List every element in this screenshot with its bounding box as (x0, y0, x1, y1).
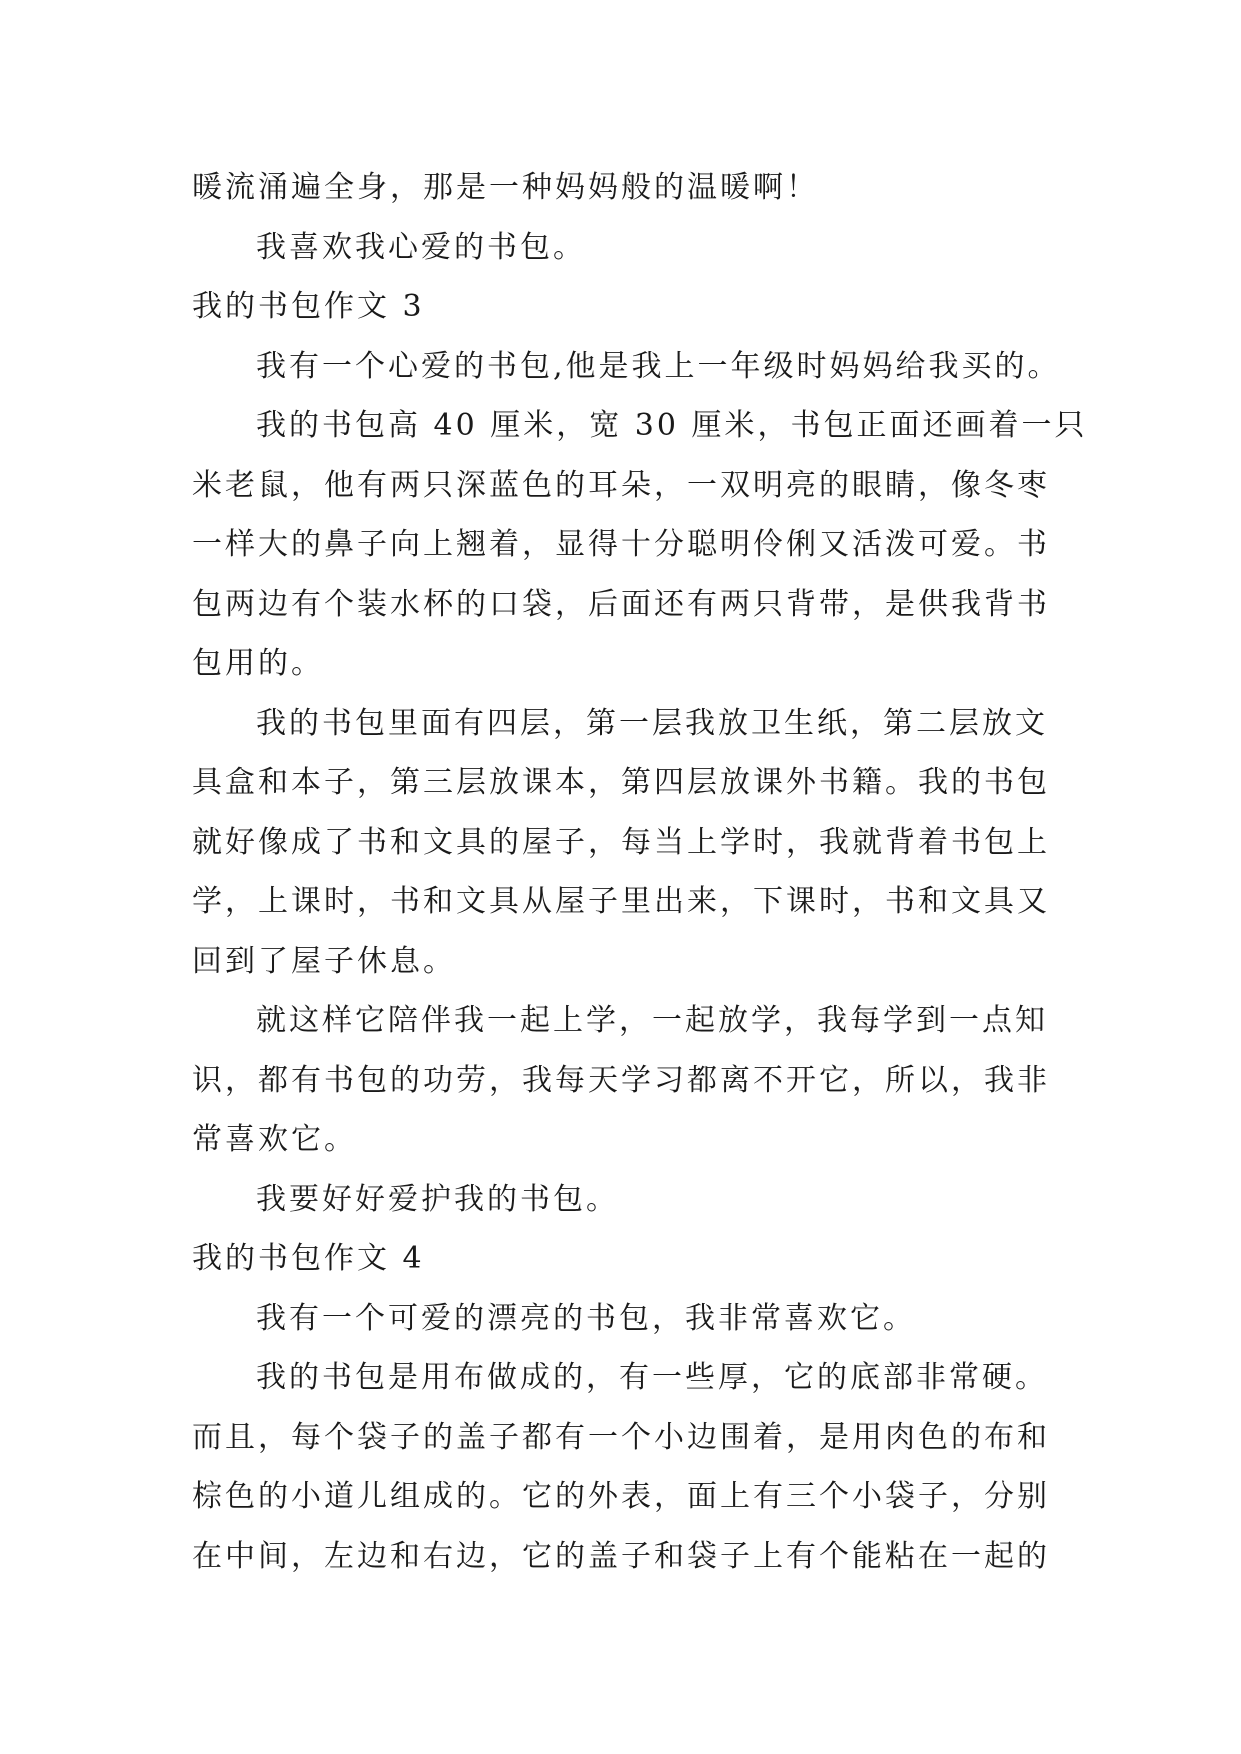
text-line: 暖流涌遍全身，那是一种妈妈般的温暖啊！ (192, 170, 819, 205)
text-line: 具盒和本子，第三层放课本，第四层放课外书籍。我的书包 (192, 765, 1050, 800)
text-line: 在中间，左边和右边，它的盖子和袋子上有个能粘在一起的 (192, 1538, 1050, 1574)
text-line: 一样大的鼻子向上翘着，显得十分聪明伶俐又活泼可爱。书 (192, 527, 1050, 562)
text-line: 我有一个可爱的漂亮的书包，我非常喜欢它。 (256, 1300, 916, 1336)
text-line: 回到了屋子休息。 (192, 943, 456, 979)
text-line: 我的书包是用布做成的，有一些厚，它的底部非常硬。 (256, 1360, 1048, 1395)
document-body (192, 158, 1088, 1586)
text-line: 识，都有书包的功劳，我每天学习都离不开它，所以，我非 (192, 1062, 1050, 1098)
text-line: 学，上课时，书和文具从屋子里出来，下课时，书和文具又 (192, 884, 1050, 919)
section-heading: 我的书包作文 4 (192, 1241, 425, 1276)
text-line: 常喜欢它。 (192, 1122, 357, 1157)
section-heading: 我的书包作文 3 (192, 289, 425, 324)
text-line: 就好像成了书和文具的屋子，每当上学时，我就背着书包上 (192, 824, 1050, 860)
text-line: 米老鼠，他有两只深蓝色的耳朵，一双明亮的眼睛，像冬枣 (192, 467, 1050, 503)
text-line: 我的书包高 40 厘米，宽 30 厘米，书包正面还画着一只 (256, 408, 1088, 443)
text-line: 我有一个心爱的书包,他是我上一年级时妈妈给我买的。 (256, 348, 1061, 384)
text-line: 而且，每个袋子的盖子都有一个小边围着，是用肉色的布和 (192, 1419, 1050, 1455)
text-line: 棕色的小道儿组成的。它的外表，面上有三个小袋子，分别 (192, 1479, 1050, 1514)
text-line: 就这样它陪伴我一起上学，一起放学，我每学到一点知 (256, 1003, 1048, 1038)
text-line: 包用的。 (192, 646, 324, 681)
text-line: 包两边有个装水杯的口袋，后面还有两只背带，是供我背书 (192, 586, 1050, 622)
text-line: 我的书包里面有四层，第一层我放卫生纸，第二层放文 (256, 705, 1048, 741)
text-line: 我喜欢我心爱的书包。 (256, 229, 586, 265)
text-line: 我要好好爱护我的书包。 (256, 1181, 619, 1217)
